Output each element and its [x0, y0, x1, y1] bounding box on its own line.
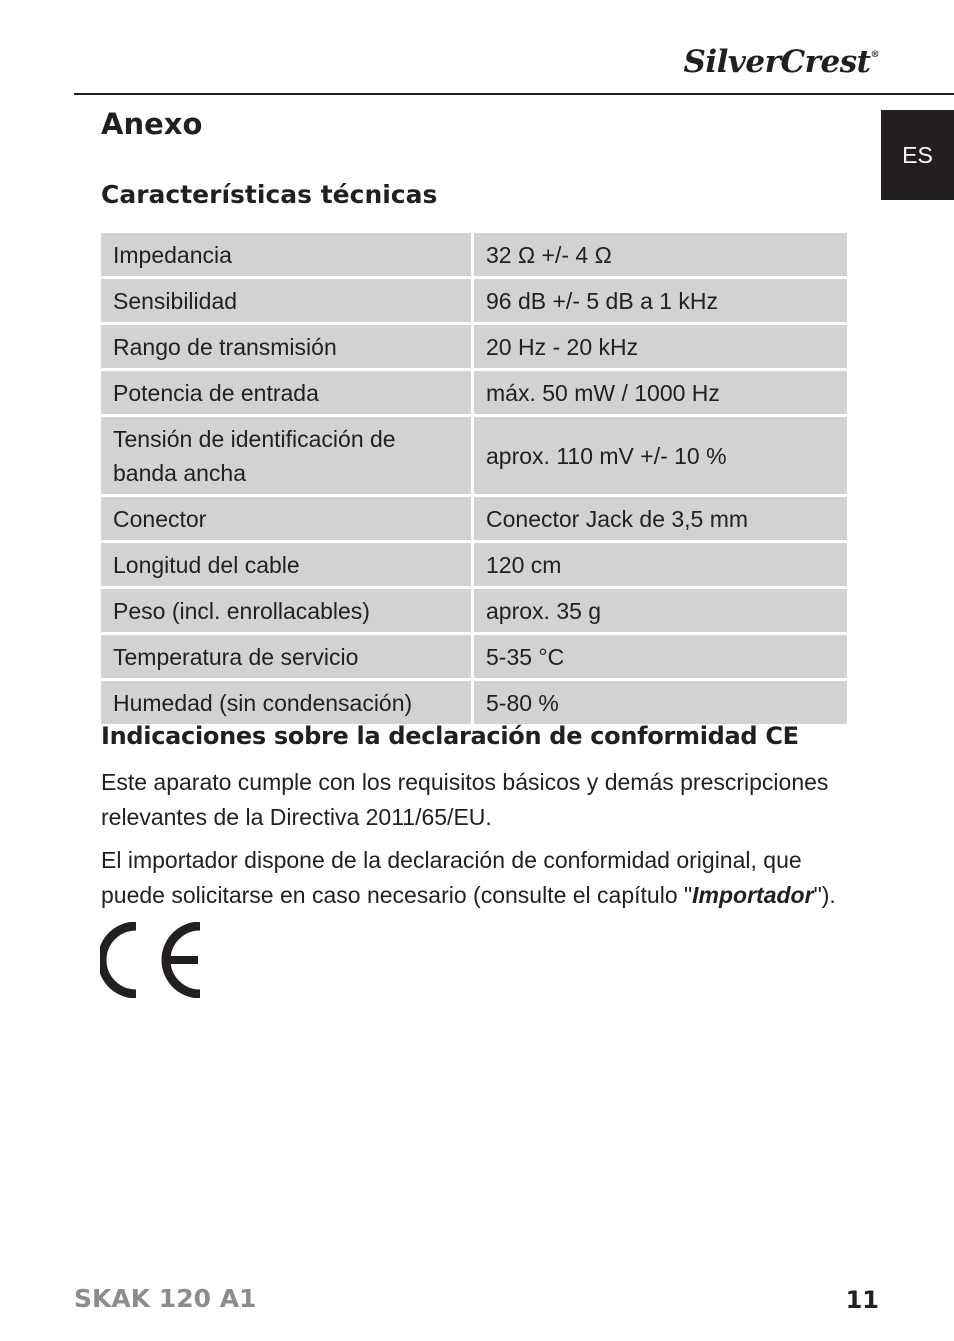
table-row	[101, 589, 847, 632]
table-row	[101, 635, 847, 678]
spec-label: Peso (incl. enrollacables)	[101, 589, 471, 632]
table-row	[101, 325, 847, 368]
table-row	[101, 417, 847, 494]
page-number: 11	[845, 1286, 879, 1314]
spec-label: Rango de transmisión	[101, 325, 471, 368]
conformity-heading: Indicaciones sobre la declaración de conformidad CE	[101, 722, 799, 750]
table-row	[101, 681, 847, 724]
spec-value: máx. 50 mW / 1000 Hz	[474, 371, 847, 414]
spec-value: aprox. 110 mV +/- 10 %	[474, 417, 847, 494]
table-row	[101, 371, 847, 414]
spec-label: Humedad (sin condensación)	[101, 681, 471, 724]
spec-label: Temperatura de servicio	[101, 635, 471, 678]
language-tab: ES	[881, 110, 954, 200]
model-number: SKAK 120 A1	[74, 1284, 257, 1313]
spec-value: 20 Hz - 20 kHz	[474, 325, 847, 368]
specs-heading: Características técnicas	[101, 180, 438, 209]
spec-label: Sensibilidad	[101, 279, 471, 322]
paragraph-2-text: El importador dispone de la declaración de conformidad original, que puede solicitarse en caso necesario (consulte el capítulo "	[101, 847, 802, 908]
spec-label: Tensión de identificación de banda ancha	[101, 417, 471, 494]
spec-label: Conector	[101, 497, 471, 540]
spec-label: Impedancia	[101, 233, 471, 276]
table-row	[101, 497, 847, 540]
specs-table	[98, 230, 850, 727]
importer-chapter-reference: Importador	[692, 882, 814, 908]
spec-value: aprox. 35 g	[474, 589, 847, 632]
header-rule	[74, 93, 954, 95]
silvercrest-logo	[683, 44, 879, 80]
paragraph-2-end: ").	[813, 882, 836, 908]
table-row	[101, 543, 847, 586]
conformity-paragraph-2	[101, 843, 861, 913]
registered-mark: ®	[870, 50, 879, 60]
spec-value: 120 cm	[474, 543, 847, 586]
conformity-paragraph-1: Este aparato cumple con los requisitos básicos y demás prescripciones relevantes de la Directiva 2011/65/EU.	[101, 769, 829, 830]
table-row	[101, 233, 847, 276]
spec-label: Longitud del cable	[101, 543, 471, 586]
brand-name: SilverCrest	[683, 44, 871, 80]
page-title: Anexo	[101, 107, 203, 141]
spec-value: 5-35 °C	[474, 635, 847, 678]
ce-mark-icon	[100, 922, 204, 1002]
spec-value: Conector Jack de 3,5 mm	[474, 497, 847, 540]
spec-value: 96 dB +/- 5 dB a 1 kHz	[474, 279, 847, 322]
spec-value: 32 Ω +/- 4 Ω	[474, 233, 847, 276]
table-row	[101, 279, 847, 322]
spec-value: 5-80 %	[474, 681, 847, 724]
spec-label: Potencia de entrada	[101, 371, 471, 414]
